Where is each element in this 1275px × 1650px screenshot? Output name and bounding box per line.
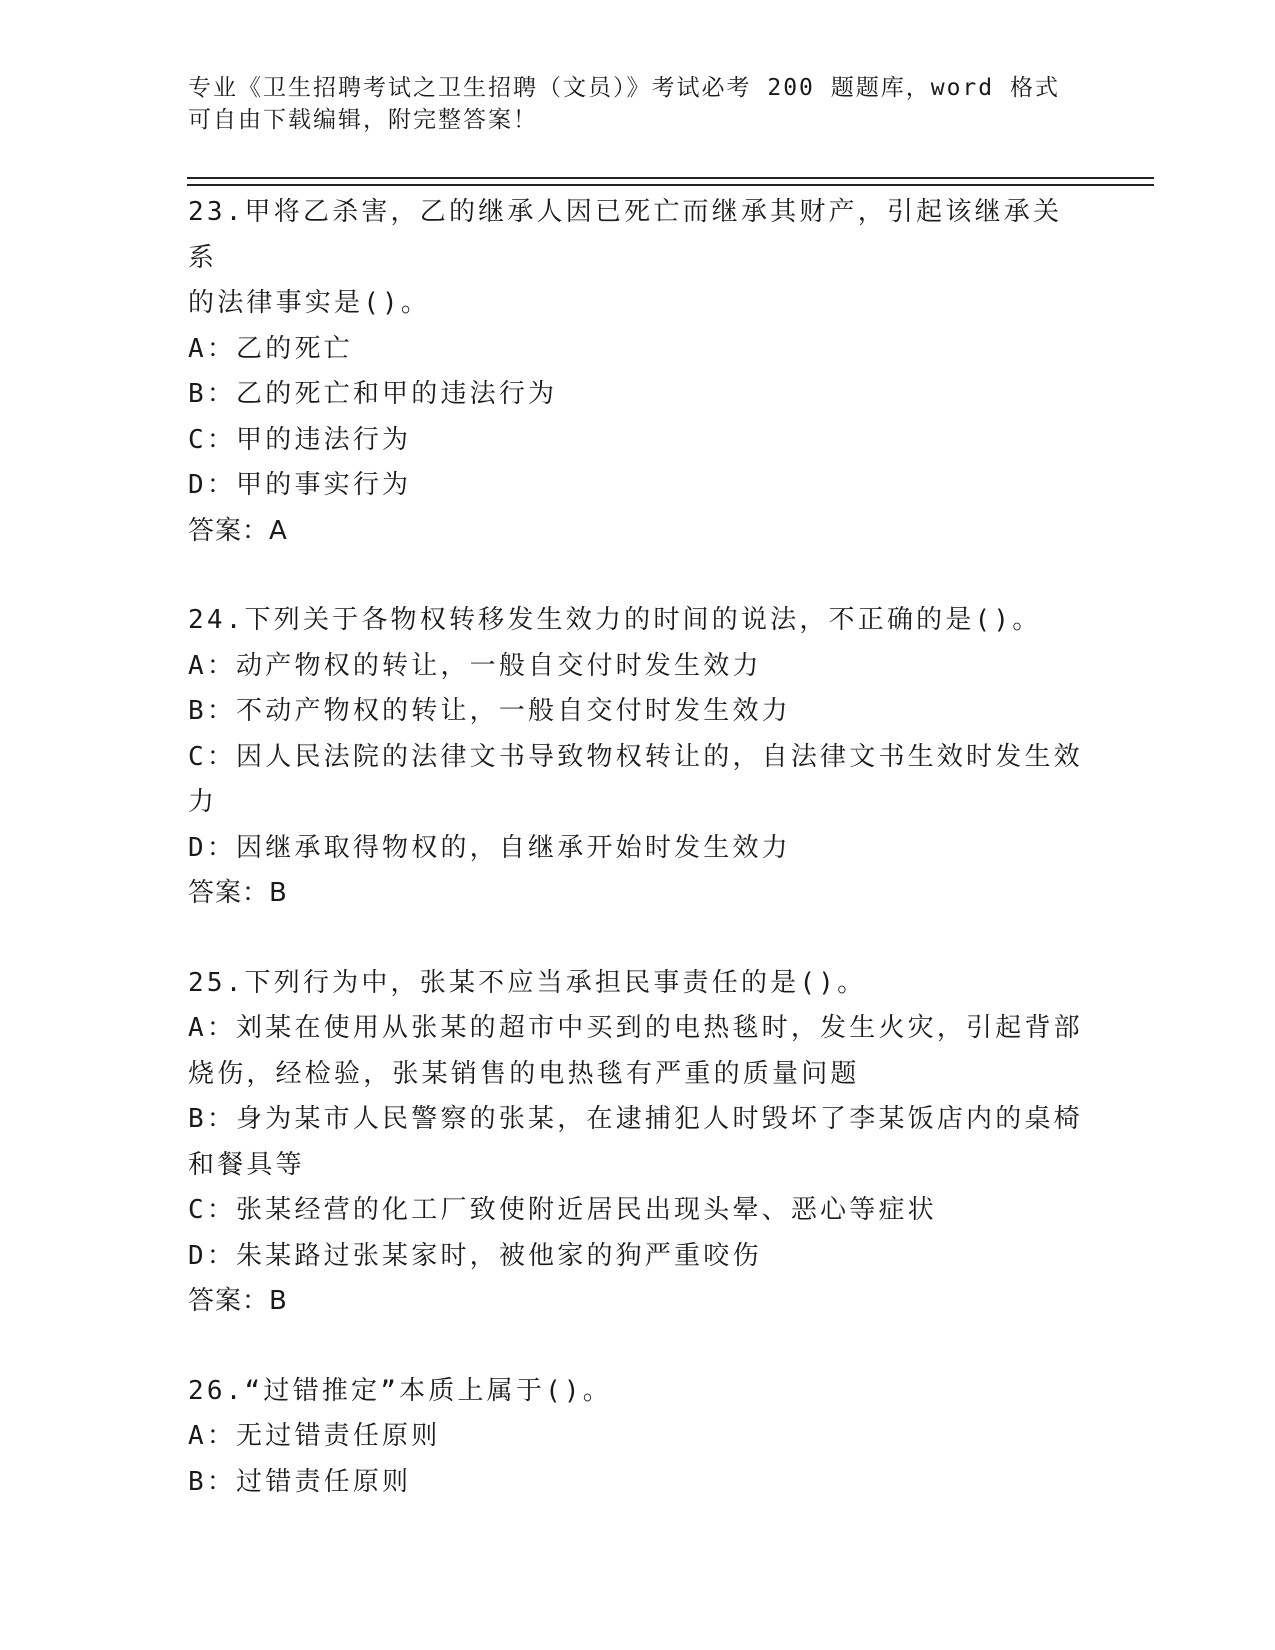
question-23 xyxy=(188,190,1088,554)
question-stem: 24.下列关于各物权转移发生效力的时间的说法，不正确的是()。 xyxy=(188,605,1042,635)
option-d: D：因继承取得物权的，自继承开始时发生效力 xyxy=(188,832,791,863)
option-c: C：甲的违法行为 xyxy=(188,424,412,455)
question-stem: 的法律事实是()。 xyxy=(188,288,431,318)
question-stem: 26.“过错推定”本质上属于()。 xyxy=(188,1375,612,1406)
answer-line: 答案：B xyxy=(188,878,288,908)
option-b-continued: 和餐具等 xyxy=(188,1149,305,1180)
option-a: A：乙的死亡 xyxy=(188,333,353,364)
header-rule-bottom xyxy=(187,184,1154,186)
option-c-continued: 力 xyxy=(188,787,218,817)
document-header: 专业《卫生招聘考试之卫生招聘（文员）》考试必考 200 题题库，word 格式可自由下载编辑，附完整答案！ xyxy=(188,75,1060,133)
question-24 xyxy=(188,598,1088,917)
option-a: A：刘某在使用从张某的超市中买到的电热毯时，发生火灾，引起背部 xyxy=(188,1013,1083,1043)
question-25 xyxy=(188,961,1088,1325)
option-d: D：朱某路过张某家时，被他家的狗严重咬伤 xyxy=(188,1240,762,1271)
option-b: B：乙的死亡和甲的违法行为 xyxy=(188,379,558,409)
option-c: C：张某经营的化工厂致使附近居民出现头晕、恶心等症状 xyxy=(188,1195,937,1225)
option-b: B：不动产物权的转让，一般自交付时发生效力 xyxy=(188,696,791,726)
option-a: A：动产物权的转让，一般自交付时发生效力 xyxy=(188,650,762,681)
question-26 xyxy=(188,1369,1088,1506)
option-b: B：过错责任原则 xyxy=(188,1466,412,1497)
question-stem: 23.甲将乙杀害，乙的继承人因已死亡而继承其财产，引起该继承关系 xyxy=(188,197,1063,273)
answer-line: 答案：B xyxy=(188,1286,288,1316)
question-list xyxy=(188,190,1088,1505)
question-stem: 25.下列行为中，张某不应当承担民事责任的是()。 xyxy=(188,967,867,998)
option-c: C：因人民法院的法律文书导致物权转让的，自法律文书生效时发生效 xyxy=(188,741,1083,772)
option-a: A：无过错责任原则 xyxy=(188,1421,441,1451)
option-b: B：身为某市人民警察的张某，在逮捕犯人时毁坏了李某饭店内的桌椅 xyxy=(188,1104,1083,1134)
header-rule-top xyxy=(187,177,1154,179)
answer-line: 答案：A xyxy=(188,515,288,546)
option-d: D：甲的事实行为 xyxy=(188,470,412,500)
option-a-continued: 烧伤，经检验，张某销售的电热毯有严重的质量问题 xyxy=(188,1058,860,1089)
